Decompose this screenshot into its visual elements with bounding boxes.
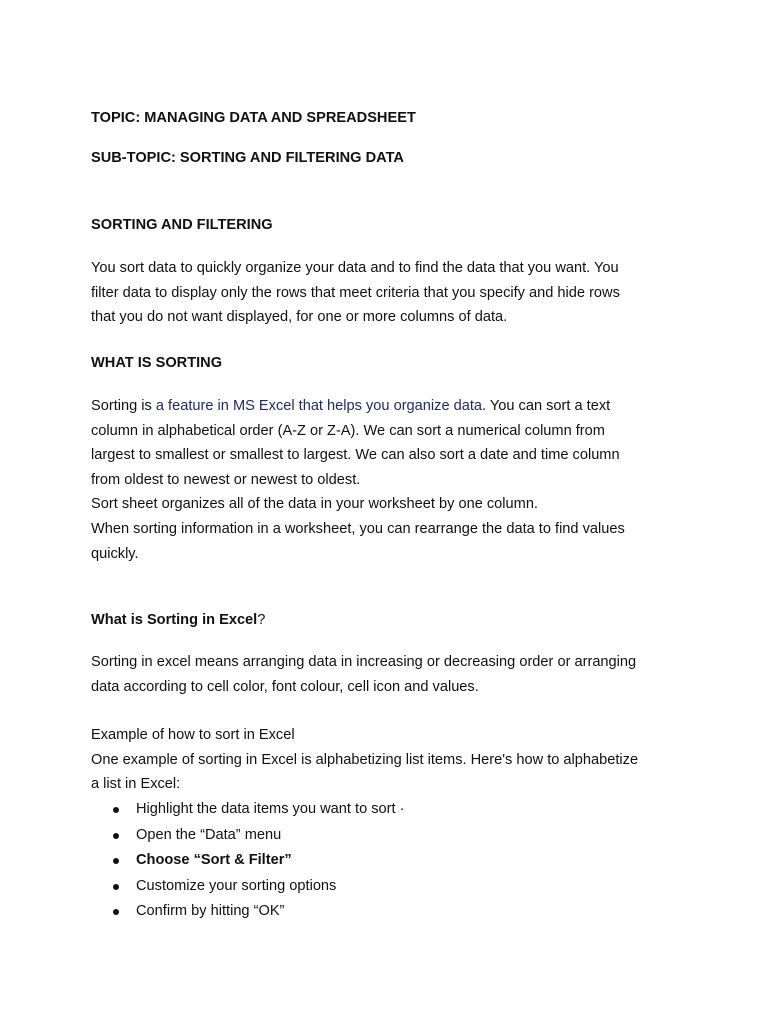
paragraph-line: quickly. xyxy=(91,545,139,562)
paragraph-line: Sort sheet organizes all of the data in your worksheet by one column. xyxy=(91,496,538,513)
list-item-text: Choose “Sort & Filter” xyxy=(136,852,292,869)
list-item-text: Highlight the data items you want to sort · xyxy=(136,801,405,817)
bullet-icon xyxy=(113,858,119,864)
list-item xyxy=(91,848,405,874)
sort-steps-list xyxy=(91,797,405,925)
bullet-icon xyxy=(113,884,119,890)
example-paragraph xyxy=(91,723,681,797)
paragraph-line xyxy=(91,394,681,419)
subtopic-heading: SUB-TOPIC: SORTING AND FILTERING DATA xyxy=(91,150,404,166)
highlighted-phrase: a feature in MS Excel that helps you organize data xyxy=(155,398,483,414)
paragraph-line: You sort data to quickly organize your data and to find the data that you want. You xyxy=(91,260,619,276)
paragraph-line: column in alphabetical order (A-Z or Z-A). We can sort a numerical column from xyxy=(91,422,605,439)
paragraph-line: Example of how to sort in Excel xyxy=(91,727,295,743)
paragraph-line: largest to smallest or smallest to largest. We can also sort a date and time column xyxy=(91,447,620,464)
heading-text: What is Sorting in Excel xyxy=(91,612,258,628)
sorting-in-excel-paragraph xyxy=(91,650,681,699)
paragraph-line: from oldest to newest or newest to oldest. xyxy=(91,471,361,488)
line-text: . You can sort a text xyxy=(482,398,611,414)
list-item xyxy=(91,797,405,823)
list-item-text: Customize your sorting options xyxy=(136,877,337,894)
list-item xyxy=(91,899,405,925)
paragraph-line: Sorting in excel means arranging data in increasing or decreasing order or arranging xyxy=(91,654,637,670)
list-item-text: Confirm by hitting “OK” xyxy=(136,903,285,920)
paragraph-line: One example of sorting in Excel is alphabetizing list items. Here's how to alphabetize xyxy=(91,751,639,768)
paragraph-line: that you do not want displayed, for one or more columns of data. xyxy=(91,309,508,326)
paragraph-line: When sorting information in a worksheet, you can rearrange the data to find values xyxy=(91,520,625,537)
sorting-filtering-paragraph xyxy=(91,256,681,330)
bullet-icon xyxy=(113,909,119,915)
list-item-text: Open the “Data” menu xyxy=(136,826,282,843)
paragraph-line: data according to cell color, font colour, cell icon and values. xyxy=(91,678,479,695)
paragraph-line: a list in Excel: xyxy=(91,776,181,793)
sorting-filtering-heading: SORTING AND FILTERING xyxy=(91,217,273,233)
bullet-icon xyxy=(113,833,119,839)
sorting-in-excel-heading xyxy=(91,608,265,633)
topic-heading: TOPIC: MANAGING DATA AND SPREADSHEET xyxy=(91,110,416,126)
heading-suffix: ? xyxy=(257,612,266,628)
bullet-icon xyxy=(113,807,119,813)
list-item xyxy=(91,823,405,849)
what-is-sorting-heading: WHAT IS SORTING xyxy=(91,355,223,371)
paragraph-line: filter data to display only the rows that meet criteria that you specify and hide rows xyxy=(91,284,620,301)
list-item xyxy=(91,874,405,900)
what-is-sorting-paragraph xyxy=(91,394,681,566)
line-text: Sorting is xyxy=(91,398,156,414)
